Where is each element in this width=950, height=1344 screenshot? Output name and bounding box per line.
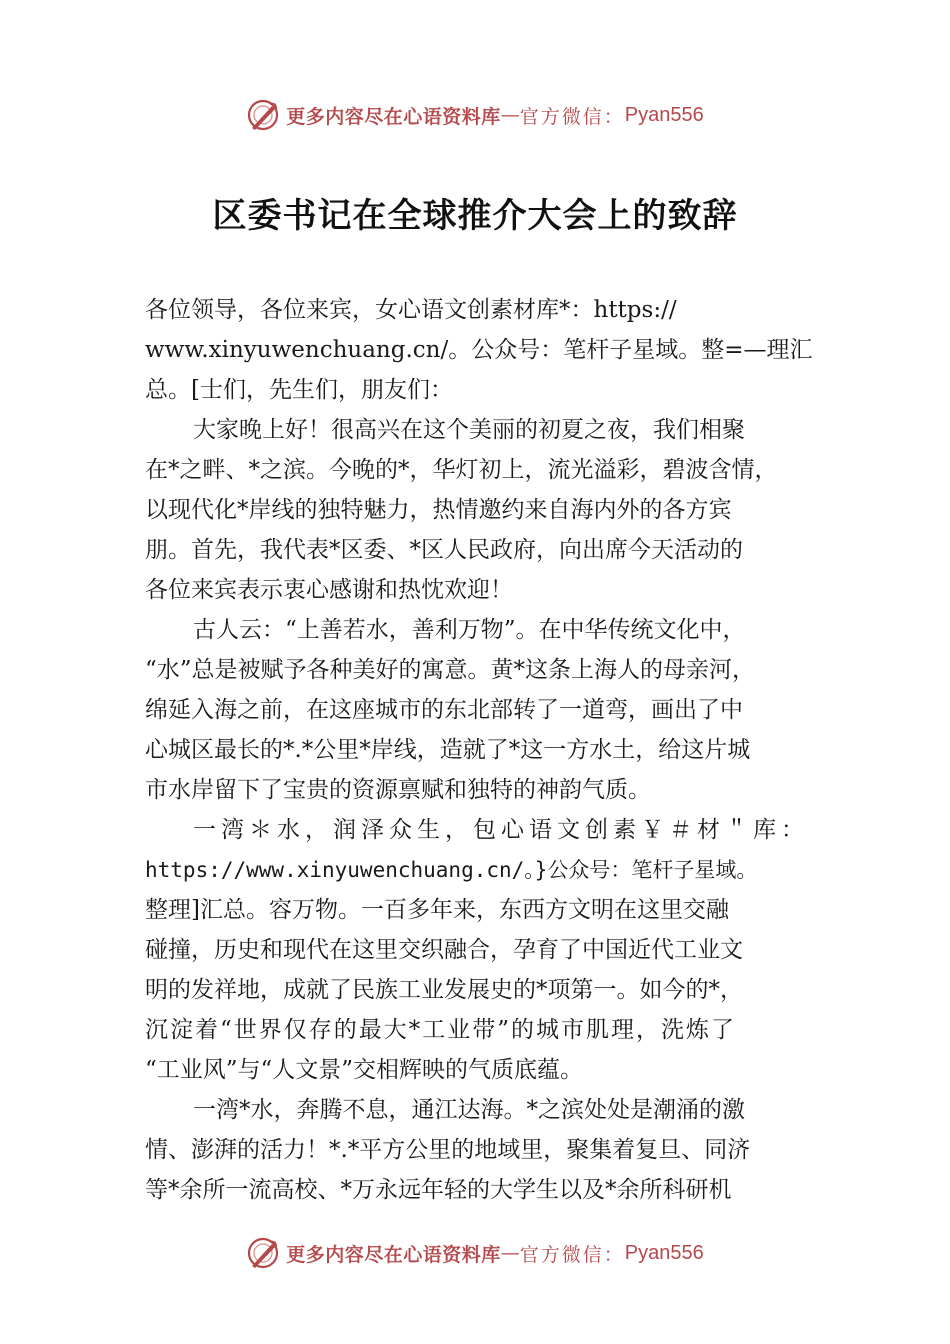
body-line: 沉淀着“世界仅存的最大*工业带”的城市肌理，洗炼了: [145, 1017, 737, 1043]
body-line: 碰撞，历史和现代在这里交织融合，孕育了中国近代工业文: [145, 937, 743, 963]
banner-brand-text: 更多内容尽在心语资料库: [286, 1243, 501, 1266]
document-body: [145, 290, 825, 1210]
banner-wechat-id: Pyan556: [624, 1241, 704, 1264]
banner-wechat-id: Pyan556: [624, 103, 704, 126]
body-line: 等*余所一流高校、*万永远年轻的大学生以及*余所科研机: [145, 1177, 732, 1203]
banner-brand-text: 更多内容尽在心语资料库: [286, 105, 501, 128]
body-line: 一湾*水，奔腾不息，通江达海。*之滨处处是潮涌的激: [193, 1097, 745, 1123]
body-line: 以现代化*岸线的独特魅力，热情邀约来自海内外的各方宾: [145, 497, 732, 523]
body-line: 绵延入海之前，在这座城市的东北部转了一道弯，画出了中: [145, 697, 743, 723]
body-line: 一湾＊水，润泽众生，包心语文创素￥＃材＂库：: [193, 817, 809, 843]
document-title: 区委书记在全球推介大会上的致辞: [212, 196, 738, 236]
body-line: 大家晚上好！很高兴在这个美丽的初夏之夜，我们相聚: [193, 417, 745, 443]
body-line: 在*之畔、*之滨。今晚的*，华灯初上，流光溢彩，碧波含情，: [145, 457, 778, 483]
body-line: 情、澎湃的活力！*.*平方公里的地域里，聚集着复旦、同济: [145, 1137, 751, 1163]
footer-banner: [0, 1233, 950, 1273]
body-line: 各位来宾表示衷心感谢和热忱欢迎！: [145, 577, 513, 603]
body-line: “水”总是被赋予各种美好的寓意。黄*这条上海人的母亲河，: [145, 657, 756, 683]
body-line: 各位领导，各位来宾，女心语文创素材库*：https://: [145, 297, 677, 323]
banner-wechat-label: 官方微信：: [519, 105, 625, 128]
body-line: 整理]汇总。容万物。一百多年来，东西方文明在这里交融: [145, 897, 729, 923]
body-line: “工业风”与“人文景”交相辉映的气质底蕴。: [145, 1057, 584, 1083]
quill-pen-seal-icon: [246, 1236, 280, 1270]
body-line: 总。[士们，先生们，朋友们：: [145, 377, 453, 403]
body-line: 市水岸留下了宝贵的资源禀赋和独特的神韵气质。: [145, 777, 651, 803]
body-line: 古人云：“上善若水，善利万物”。在中华传统文化中，: [193, 617, 746, 643]
quill-pen-seal-icon: [246, 98, 280, 132]
body-line: https://www.xinyuwenchuang.cn/。}公众号：笔杆子星域。: [145, 858, 758, 882]
body-line: www.xinyuwenchuang.cn/。公众号：笔杆子星域。整=—理汇: [145, 337, 813, 363]
body-line: 心城区最长的*.*公里*岸线，造就了*这一方水土，给这片城: [145, 737, 751, 763]
banner-separator: —: [500, 1242, 520, 1264]
header-banner: [0, 95, 950, 135]
banner-separator: —: [500, 104, 520, 126]
banner-wechat-label: 官方微信：: [519, 1243, 625, 1266]
body-line: 朋。首先，我代表*区委、*区人民政府，向出席今天活动的: [145, 537, 743, 563]
body-line: 明的发祥地，成就了民族工业发展史的*项第一。如今的*，: [145, 977, 743, 1003]
